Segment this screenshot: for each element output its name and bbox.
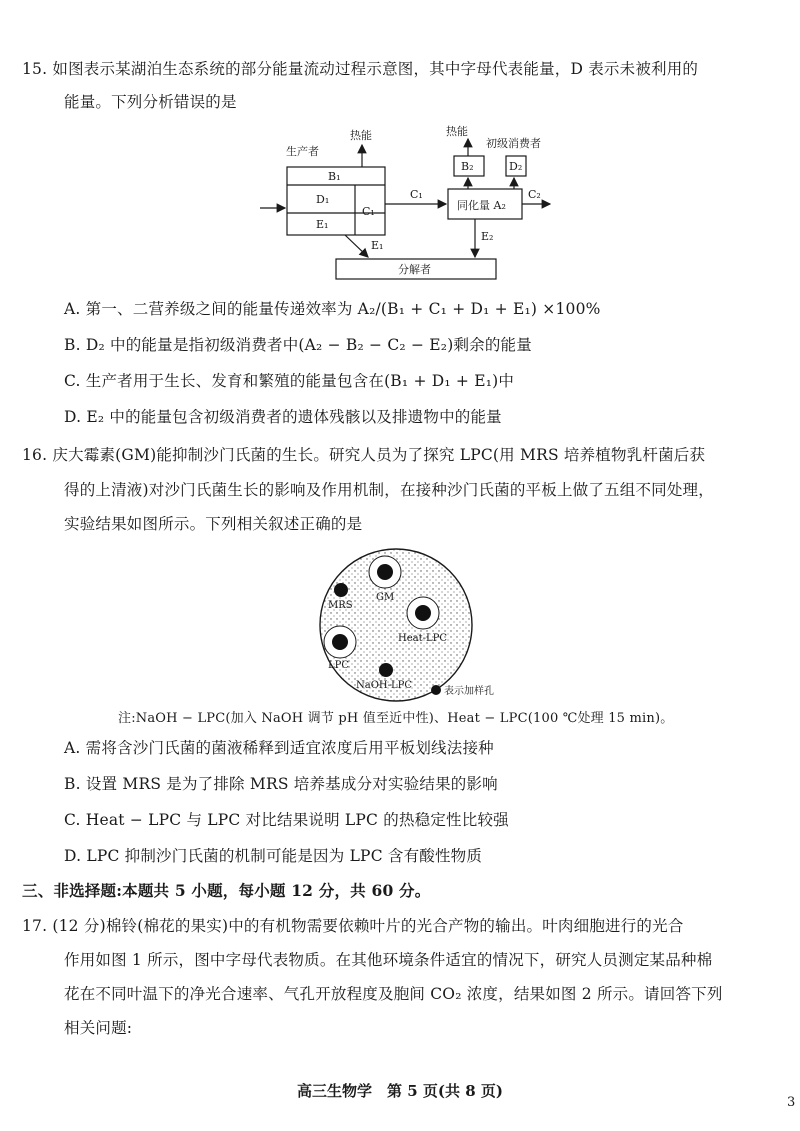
box-b2: B₂ [461, 160, 474, 173]
arrow-e2-label: E₂ [481, 230, 494, 243]
q16-option-d: D. LPC 抑制沙门氏菌的机制可能是因为 LPC 含有酸性物质 [64, 847, 483, 865]
producer-label: 生产者 [286, 145, 319, 158]
box-c1: C₁ [362, 205, 375, 218]
arrow-e1-label: E₁ [371, 239, 384, 252]
q16-stem-line2: 得的上清液)对沙门氏菌生长的影响及作用机制，在接种沙门氏菌的平板上做了五组不同处理， [64, 481, 714, 499]
heat-label-1: 热能 [350, 129, 372, 142]
q15-option-b: B. D₂ 中的能量是指初级消费者中(A₂ − B₂ − C₂ − E₂)剩余的能量 [64, 336, 532, 354]
q15-option-a: A. 第一、二营养级之间的能量传递效率为 A₂/(B₁ + C₁ + D₁ + E₁) ×100% [64, 300, 601, 318]
consumer-label: 初级消费者 [486, 137, 541, 150]
assimilation-label: 同化量 A₂ [457, 199, 506, 212]
label-lpc: LPC [328, 660, 350, 671]
label-mrs: MRS [328, 600, 353, 611]
q17-stem-line3: 花在不同叶温下的净光合速率、气孔开放程度及胞间 CO₂ 浓度，结果如图 2 所示。请回答下列 [64, 985, 723, 1003]
box-d2: D₂ [509, 160, 523, 173]
heat-label-2: 热能 [446, 125, 468, 138]
arrow-c1-label: C₁ [410, 188, 423, 201]
q17-stem-line4: 相关问题: [64, 1019, 133, 1037]
label-heat-lpc: Heat-LPC [398, 633, 448, 644]
decomposer-label: 分解者 [398, 263, 431, 276]
box-d1: D₁ [316, 193, 330, 206]
page-number: 3 [787, 1095, 796, 1110]
q15-stem-line2: 能量。下列分析错误的是 [64, 93, 237, 111]
q17-stem-line2: 作用如图 1 所示，图中字母代表物质。在其他环境条件适宜的情况下，研究人员测定某品种棉 [64, 951, 713, 969]
q16-option-a: A. 需将含沙门氏菌的菌液稀释到适宜浓度后用平板划线法接种 [64, 739, 494, 757]
arrow-c2-label: C₂ [528, 188, 541, 201]
q16-figure-note: 注:NaOH − LPC(加入 NaOH 调节 pH 值至近中性)、Heat − LPC(100 ℃处理 15 min)。 [118, 711, 674, 726]
q15-option-c: C. 生产者用于生长、发育和繁殖的能量包含在(B₁ + D₁ + E₁)中 [64, 372, 515, 390]
box-e1: E₁ [316, 218, 329, 231]
legend-sample-hole: 表示加样孔 [444, 686, 494, 697]
label-naoh-lpc: NaOH-LPC [356, 680, 413, 691]
q16-option-b: B. 设置 MRS 是为了排除 MRS 培养基成分对实验结果的影响 [64, 775, 498, 793]
label-gm: GM [376, 592, 395, 603]
box-b1: B₁ [328, 170, 341, 183]
section-3-heading: 三、非选择题:本题共 5 小题，每小题 12 分，共 60 分。 [22, 881, 431, 900]
energy-flow-diagram [250, 125, 570, 285]
q15-stem-line1: 15. 如图表示某湖泊生态系统的部分能量流动过程示意图，其中字母代表能量，D 表示未被利用的 [22, 60, 699, 78]
q15-option-d: D. E₂ 中的能量包含初级消费者的遗体残骸以及排遗物中的能量 [64, 408, 502, 426]
q16-stem-line3: 实验结果如图所示。下列相关叙述正确的是 [64, 515, 363, 533]
page-footer: 高三生物学 第 5 页(共 8 页) [297, 1082, 503, 1100]
q17-stem-line1: 17. (12 分)棉铃(棉花的果实)中的有机物需要依赖叶片的光合产物的输出。叶肉细胞进行的光合 [22, 917, 684, 935]
petri-plate-figure [300, 540, 530, 705]
q16-stem-line1: 16. 庆大霉素(GM)能抑制沙门氏菌的生长。研究人员为了探究 LPC(用 MRS 培养植物乳杆菌后获 [22, 446, 706, 464]
q16-option-c: C. Heat − LPC 与 LPC 对比结果说明 LPC 的热稳定性比较强 [64, 811, 509, 829]
